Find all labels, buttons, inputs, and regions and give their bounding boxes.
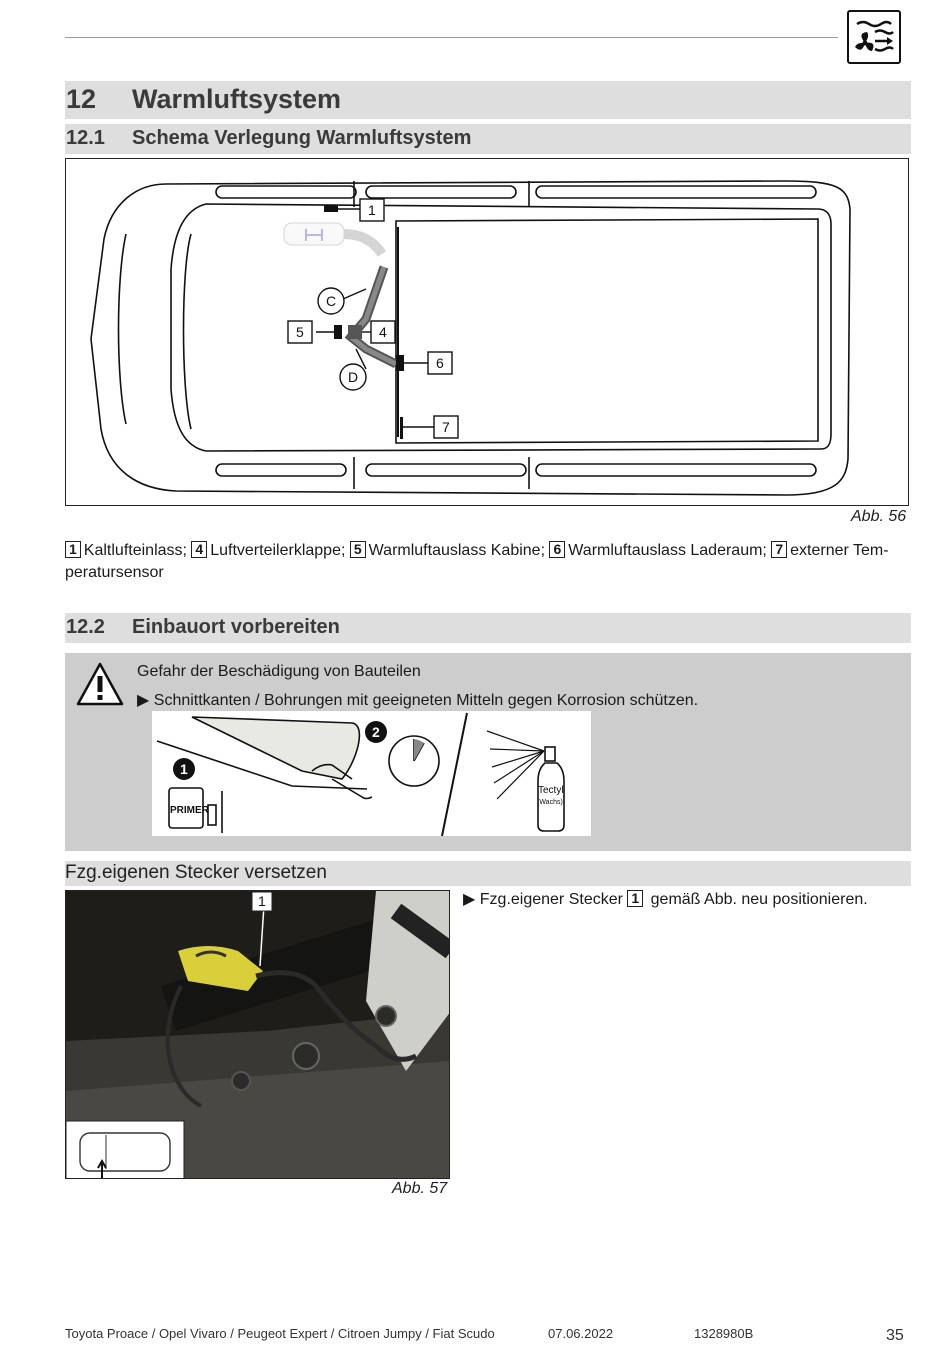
tectyl-bottle-label: Tectyl [538,785,564,796]
tectyl-bottle-sublabel: (Wachs) [537,799,563,806]
page-number: 35 [886,1327,904,1344]
subsection-heading-12-1 [65,124,911,154]
photo-callout-1: 1 [258,893,266,909]
section-title: Warmluftsystem [132,84,342,114]
callout-label: 7 [442,419,450,435]
legend-text: externer Tem- [790,542,889,559]
subsection-heading-connector [65,861,911,886]
legend-text: Warmluftauslass Kabine; [368,542,546,559]
legend-key: 5 [350,541,366,558]
legend-item [191,542,345,559]
figure-57-caption: Abb. 57 [392,1180,448,1197]
footer-doc-number: 1328980B [694,1326,754,1341]
callout-label: 4 [379,324,387,340]
connector-step-key: 1 [627,890,643,907]
legend-text: Luftverteilerklappe; [210,542,346,559]
subsection-heading-12-2 [65,613,911,643]
step-1-label: 1 [180,761,188,777]
subsection-title: Schema Verlegung Warmluftsystem [132,127,472,149]
corrosion-protection-figure [152,711,591,836]
warning-triangle-icon [75,661,125,707]
section-number: 12 [66,84,97,114]
warning-step-text: Schnittkanten / Bohrungen mit geeigneten Mitteln gegen Korrosion schützen. [153,692,699,709]
legend-item [771,542,888,559]
warning-step [137,690,698,710]
section-heading [65,81,911,119]
legend-text: Warmluftauslass Laderaum; [568,542,767,559]
step-2-label: 2 [372,724,380,740]
legend-key: 4 [191,541,207,558]
footer-vehicles: Toyota Proace / Opel Vivaro / Peugeot Expert / Citroen Jumpy / Fiat Scudo [65,1326,495,1341]
connector-step-text-after: gemäß Abb. neu positionieren. [650,891,868,908]
connector-step-text-before: Fzg.eigener Stecker [479,891,623,908]
figure-57-photo [65,890,450,1179]
arrow-right-icon: ▶ [137,692,150,709]
warning-title: Gefahr der Beschädigung von Bauteilen [137,663,421,680]
figure-56-caption: Abb. 56 [851,508,907,525]
legend-text: Kaltlufteinlass; [83,542,187,559]
heating-fan-icon [847,10,901,64]
warning-box [65,653,911,851]
subsection-number: 12.1 [66,127,105,149]
legend-item [549,542,766,559]
subsection-number: 12.2 [66,616,105,638]
callout-label: 6 [436,355,444,371]
footer-date: 07.06.2022 [548,1326,614,1341]
legend-wrap: peratursensor [65,564,164,581]
legend-key: 7 [771,541,787,558]
connector-step [463,889,868,909]
figure-56-legend [65,540,911,584]
callout-label: 1 [368,202,376,218]
arrow-right-icon: ▶ [463,891,476,908]
legend-item [65,542,187,559]
subsection-title: Einbauort vorbereiten [132,616,340,638]
legend-key: 6 [549,541,565,558]
figure-56-schematic [65,158,909,506]
legend-item [350,542,545,559]
primer-can-label: PRIMER [170,805,209,816]
marker-label: C [326,293,337,309]
legend-key: 1 [65,541,81,558]
marker-label: D [348,369,359,385]
callout-label: 5 [296,324,304,340]
header-rule [65,37,838,38]
subsection-title: Fzg.eigenen Stecker versetzen [65,862,327,883]
van-routing-diagram [66,159,908,505]
